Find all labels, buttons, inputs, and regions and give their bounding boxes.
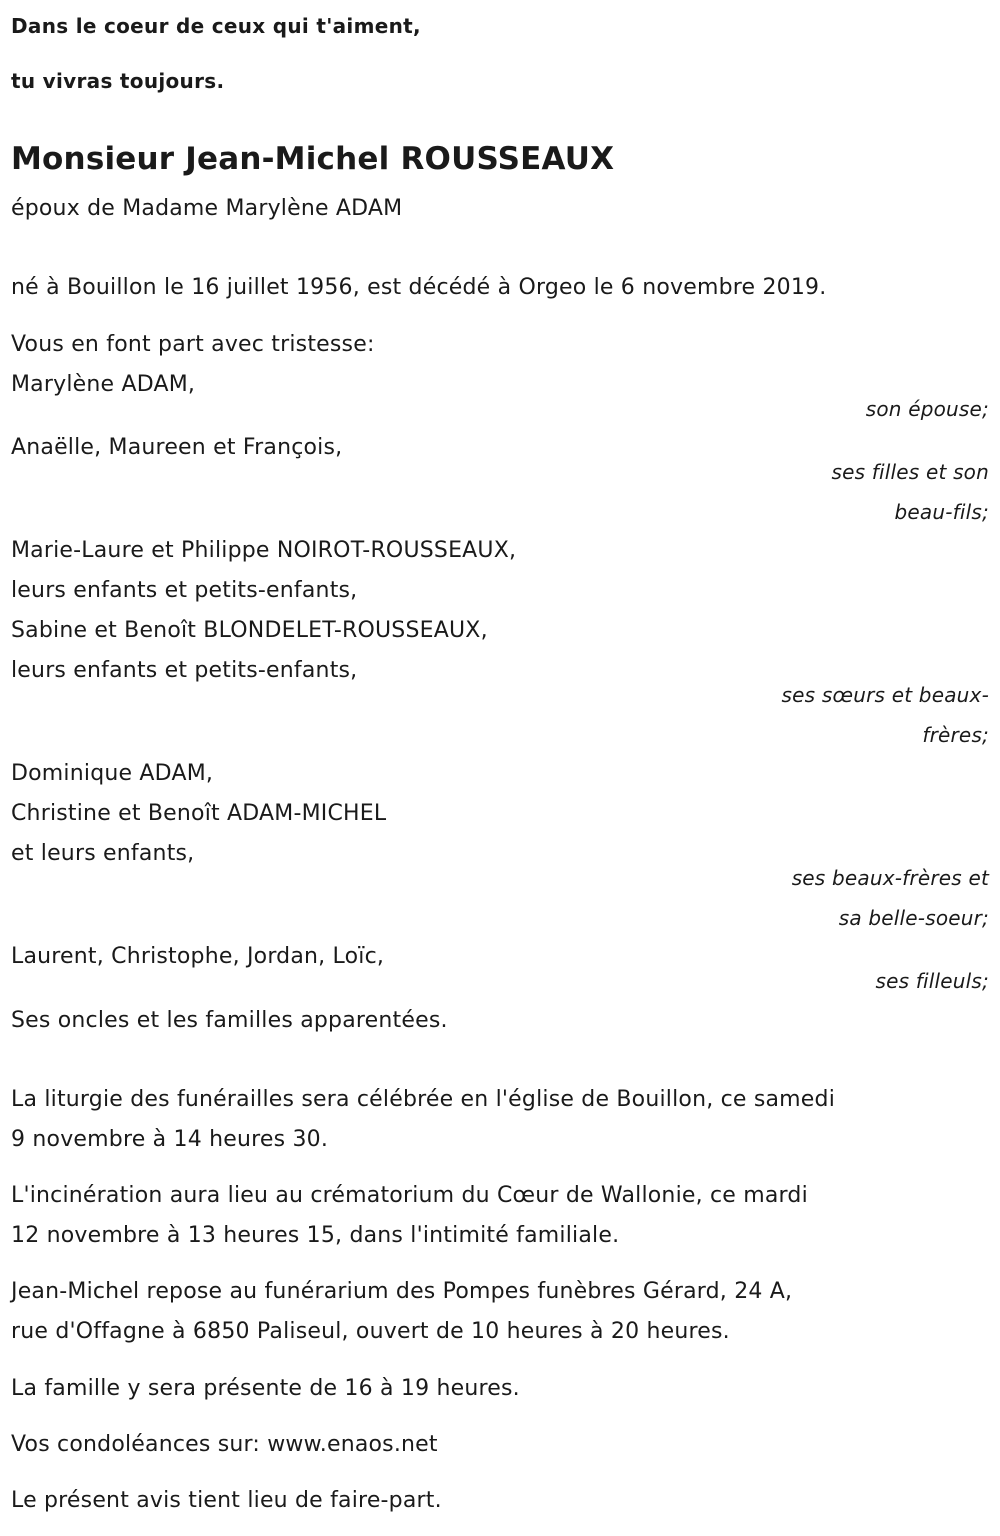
family-presence: La famille y sera présente de 16 à 19 heures.	[11, 1376, 520, 1401]
notice-line: Le présent avis tient lieu de faire-part.	[11, 1488, 442, 1513]
family-member-line: Anaëlle, Maureen et François,	[11, 435, 343, 460]
family-member-line: Dominique ADAM,	[11, 761, 214, 786]
family-intro: Vous en font part avec tristesse:	[11, 332, 375, 357]
family-role: son épouse;	[865, 397, 989, 421]
cremation-line-2: 12 novembre à 13 heures 15, dans l'intimité familiale.	[11, 1223, 620, 1248]
birth-death-line: né à Bouillon le 16 juillet 1956, est décédé à Orgeo le 6 novembre 2019.	[11, 275, 827, 300]
family-closing: Ses oncles et les familles apparentées.	[11, 1008, 448, 1033]
repose-line-2: rue d'Offagne à 6850 Paliseul, ouvert de 10 heures à 20 heures.	[11, 1319, 730, 1344]
family-member-line: leurs enfants et petits-enfants,	[11, 658, 358, 683]
cremation-line-1: L'incinération aura lieu au crématorium du Cœur de Wallonie, ce mardi	[11, 1183, 808, 1208]
condolences-line: Vos condoléances sur: www.enaos.net	[11, 1432, 438, 1457]
family-member-line: Marie-Laure et Philippe NOIROT-ROUSSEAUX,	[11, 538, 517, 563]
family-member-line: Laurent, Christophe, Jordan, Loïc,	[11, 944, 385, 969]
repose-line-1: Jean-Michel repose au funérarium des Pompes funèbres Gérard, 24 A,	[11, 1279, 793, 1304]
family-role: ses beaux-frères et	[791, 866, 989, 890]
family-member-line: Marylène ADAM,	[11, 372, 196, 397]
family-member-line: Sabine et Benoît BLONDELET-ROUSSEAUX,	[11, 618, 488, 643]
spouse-line: époux de Madame Marylène ADAM	[11, 196, 403, 221]
family-role: ses sœurs et beaux-	[781, 683, 989, 707]
family-role: ses filles et son	[831, 460, 989, 484]
family-role: sa belle-soeur;	[838, 906, 989, 930]
liturgy-line-1: La liturgie des funérailles sera célébrée en l'église de Bouillon, ce samedi	[11, 1087, 836, 1112]
quote-line-1: Dans le coeur de ceux qui t'aiment,	[11, 14, 421, 38]
family-member-line: Christine et Benoît ADAM-MICHEL	[11, 801, 387, 826]
family-member-line: et leurs enfants,	[11, 841, 195, 866]
quote-line-2: tu vivras toujours.	[11, 69, 225, 93]
liturgy-line-2: 9 novembre à 14 heures 30.	[11, 1127, 329, 1152]
family-role: ses filleuls;	[875, 969, 989, 993]
deceased-name: Monsieur Jean-Michel ROUSSEAUX	[11, 141, 615, 177]
family-role: frères;	[922, 723, 989, 747]
family-member-line: leurs enfants et petits-enfants,	[11, 578, 358, 603]
family-role: beau-fils;	[894, 500, 989, 524]
